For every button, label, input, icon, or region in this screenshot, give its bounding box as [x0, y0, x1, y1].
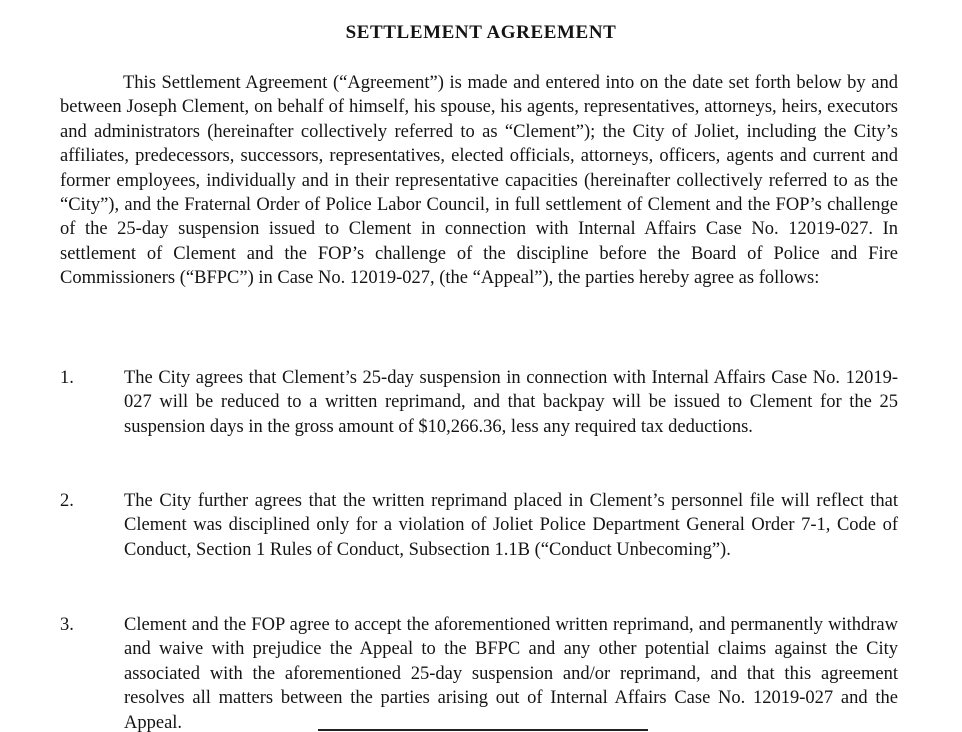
document-title: SETTLEMENT AGREEMENT [345, 22, 617, 43]
item-number: 2. [60, 491, 74, 511]
item-text: The City further agrees that the written reprimand placed in Clement’s personnel file will reflect that Clement was disciplined only for a violation of Joliet Police Department General Order 7-1, Code of Conduct, Section 1 Rules of Conduct, Subsection 1.1B (“Conduct Unbecoming”). [124, 491, 898, 560]
item-number: 1. [60, 368, 74, 388]
item-text: Clement and the FOP agree to accept the aforementioned written reprimand, and permanently withdraw and waive with prejudice the Appeal to the BFPC and any other potential claims against the City associated with the aforementioned 25-day suspension and/or reprimand, and that this agreement resolves all matters between the parties arising out of Internal Affairs Case No. 12019-027 and the Appeal. [124, 615, 898, 732]
intro-paragraph: This Settlement Agreement (“Agreement”) is made and entered into on the date set forth below by and between Joseph Clement, on behalf of himself, his spouse, his agents, representatives, attorneys, heirs, executors and administrators (hereinafter collectively referred to as “Clement”); the City of Joliet, including the City’s affiliates, predecessors, successors, representatives, elected officials, attorneys, officers, agents and current and former employees, individually and in their representative capacities (hereinafter collectively referred to as the “City”), and the Fraternal Order of Police Labor Council, in full settlement of Clement and the FOP’s challenge of the 25-day suspension issued to Clement in connection with Internal Affairs Case No. 12019-027. In settlement of Clement and the FOP’s challenge of the discipline before the Board of Police and Fire Commissioners (“BFPC”) in Case No. 12019-027, (the “Appeal”), the parties hereby agree as follows: [60, 73, 898, 289]
scan-artifact-line [318, 729, 648, 731]
item-number: 3. [60, 615, 74, 635]
item-text: The City agrees that Clement’s 25-day suspension in connection with Internal Affairs Case No. 12019-027 will be reduced to a written reprimand, and that backpay will be issued to Clement for the 25 suspension days in the gross amount of $10,266.36, less any required tax deductions. [124, 368, 898, 437]
